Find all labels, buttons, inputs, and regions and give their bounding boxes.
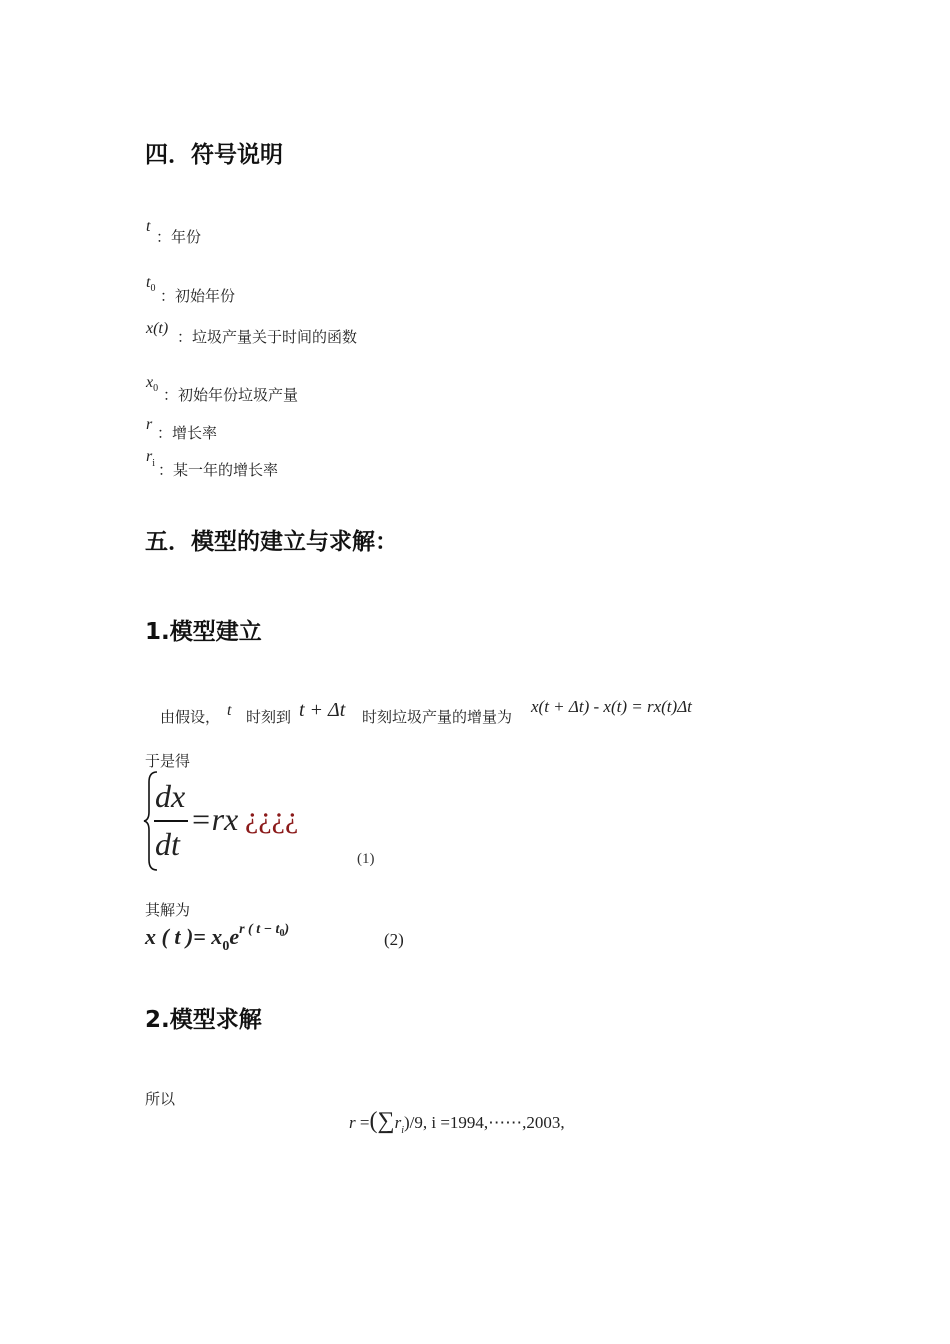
section-heading-symbols: 四．符号说明 (145, 142, 283, 168)
symbol-item-t0: $t_0$ (146, 274, 156, 294)
equation-2: x ( t )= $x_0e^{r ( t - t_0)}$ (145, 922, 290, 954)
symbol-item-t (146, 216, 150, 236)
eq1-label: (1) (357, 851, 375, 867)
subsection-heading-model-build: 1.模型建立 (145, 619, 262, 645)
eq1-rhs: =rx (190, 801, 239, 837)
symbol: t (146, 218, 151, 235)
assumption-prefix: 由假设， (160, 708, 221, 726)
assumption-suffix: 时刻垃圾产量的增量为 (362, 708, 513, 726)
symbol-desc-xt: ：垃圾产量关于时间的函数 (177, 328, 358, 346)
symbol-desc-ri: ：某一年的增长率 (158, 461, 279, 479)
symbol-desc-x0: ：初始年份垃圾产量 (163, 386, 299, 404)
eq1-denominator: dt (155, 826, 180, 862)
eq1-garbled-chars: ¿¿¿¿ (245, 801, 299, 834)
symbol-item-r: r (146, 416, 153, 433)
symbol-desc-r: ：增长率 (157, 424, 218, 442)
assumption-t-plus-dt: t + Δt (299, 699, 346, 721)
so-text: 于是得 (145, 752, 191, 770)
assumption-t: t (227, 702, 232, 719)
eq2-label: (2) (384, 930, 404, 949)
section-heading-model: 五．模型的建立与求解： (145, 529, 398, 555)
symbol-item-ri: $r_i$ (146, 448, 156, 469)
formula-r: $r =(\sum r_i)/9$, i =1994,⋯⋯,2003, (349, 1108, 565, 1136)
symbol-desc-t0: ：初始年份 (160, 287, 236, 305)
symbol-item-xt: x(t) (146, 320, 169, 337)
subsection-heading-model-solve: 2.模型求解 (145, 1007, 262, 1033)
symbol-item-x0: $x_0$ (146, 374, 159, 394)
eq1-numerator: dx (155, 778, 186, 814)
so-text-2: 所以 (145, 1090, 176, 1108)
solution-text: 其解为 (145, 901, 191, 919)
assumption-increment-expr: x(t + Δt) - x(t) = rx(t)Δt (531, 697, 692, 716)
assumption-mid: 时刻到 (246, 708, 292, 726)
eq1-fraction-bar (154, 820, 188, 822)
symbol-desc-t: ：年份 (156, 228, 202, 246)
